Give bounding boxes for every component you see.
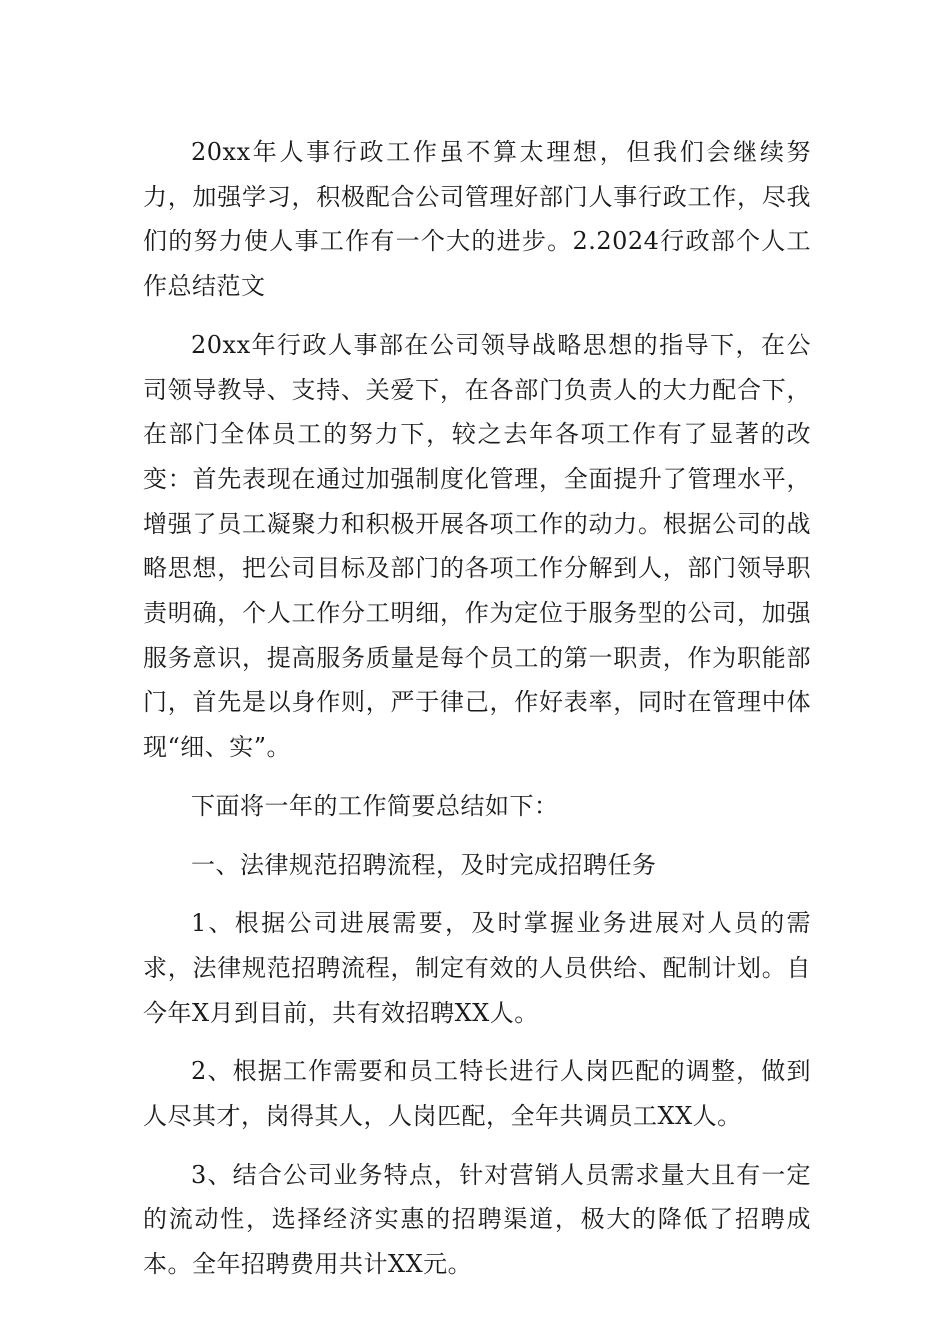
paragraph-item-2: 2、根据工作需要和员工特长进行人岗匹配的调整，做到人尽其才，岗得其人，人岗匹配，全年共调员工XX人。: [143, 1057, 811, 1131]
paragraph-summary-lead: 下面将一年的工作简要总结如下：: [191, 791, 559, 820]
section-heading-recruitment: 一、法律规范招聘流程，及时完成招聘任务: [191, 850, 657, 879]
paragraph-item-1: 1、根据公司进展需要，及时掌握业务进展对人员的需求，法律规范招聘流程，制定有效的人员供给、配制计划。自今年X月到目前，共有效招聘XX人。: [143, 909, 811, 1027]
paragraph-intro: 20xx年行政人事部在公司领导战略思想的指导下，在公司领导教导、支持、关爱下，在各部门负责人的大力配合下，在部门全体员工的努力下，较之去年各项工作有了显著的改变：首先表现在通过加强制度化管理，全面提升了管理水平，增强了员工凝聚力和积极开展各项工作的动力。根据公司的战略思想，把公司目标及部门的各项工作分解到人，部门领导职责明确，个人工作分工明细，作为定位于服务型的公司，加强服务意识，提高服务质量是每个员工的第一职责，作为职能部门，首先是以身作则，严于律己，作好表率，同时在管理中体现“细、实”。: [143, 330, 811, 762]
document-body: [143, 130, 811, 1301]
paragraph-item-3: 3、结合公司业务特点，针对营销人员需求量大且有一定的流动性，选择经济实惠的招聘渠道，极大的降低了招聘成本。全年招聘费用共计XX元。: [143, 1160, 811, 1279]
paragraph-closing-summary: 20xx年人事行政工作虽不算太理想，但我们会继续努力，加强学习，积极配合公司管理好部门人事行政工作，尽我们的努力使人事工作有一个大的进步。2.2024行政部个人工作总结范文: [143, 138, 811, 301]
